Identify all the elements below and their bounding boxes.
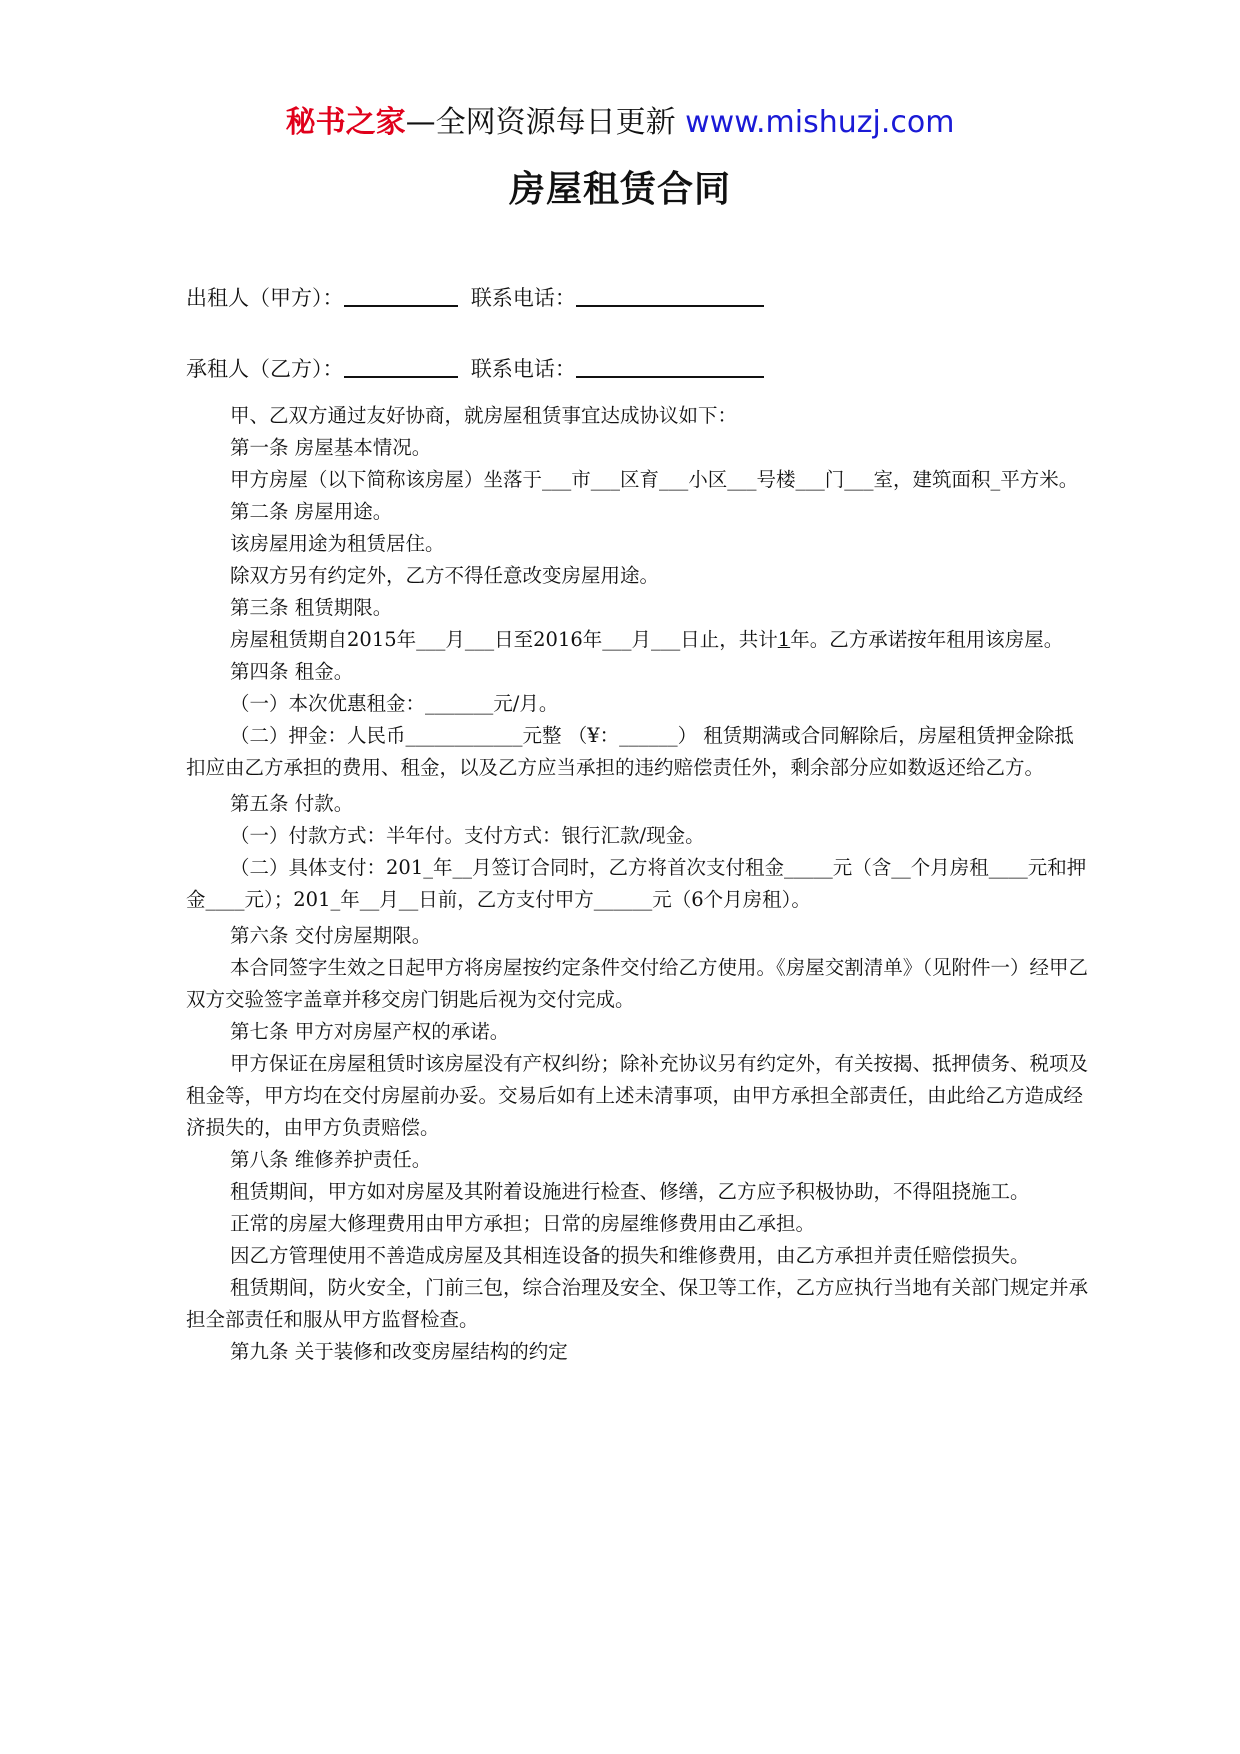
lessor-phone-field[interactable]: [576, 285, 764, 307]
article-3-heading: 第三条 租赁期限。: [230, 596, 393, 619]
article-8-text: 正常的房屋大修理费用由甲方承担；日常的房屋维修费用由乙承担。: [230, 1212, 816, 1235]
header-slogan: —全网资源每日更新: [405, 105, 686, 140]
article-5-heading: 第五条 付款。: [230, 792, 354, 815]
article-8-text: 租赁期间，甲方如对房屋及其附着设施进行检查、修缮，乙方应予积极协助，不得阻挠施工。: [230, 1180, 1030, 1203]
brand-name: 秘书之家: [285, 105, 406, 140]
lessor-label: 出租人（甲方）：: [186, 286, 344, 310]
article-8-text: 租赁期间，防火安全，门前三包，综合治理及安全、保卫等工作，乙方应执行当地有关部门规定并承担全部责任和服从甲方监督检查。: [186, 1276, 1089, 1331]
article-1-heading: 第一条 房屋基本情况。: [230, 436, 432, 459]
article-2-heading: 第二条 房屋用途。: [230, 500, 393, 523]
article-4-heading: 第四条 租金。: [230, 660, 354, 683]
article-2-text: 除双方另有约定外，乙方不得任意改变房屋用途。: [230, 564, 660, 587]
lessee-phone-label: 联系电话：: [470, 357, 576, 381]
lease-years-value: 1: [777, 628, 791, 651]
article-5-item-1: （一）付款方式：半年付。支付方式：银行汇款/现金。: [230, 824, 705, 847]
article-3-text: [186, 624, 1090, 656]
article-6-text: 本合同签字生效之日起甲方将房屋按约定条件交付给乙方使用。《房屋交割清单》（见附件一）经甲乙双方交验签字盖章并移交房门钥匙后视为交付完成。: [186, 956, 1089, 1011]
article-8-heading: 第八条 维修养护责任。: [230, 1148, 432, 1171]
website-link[interactable]: www.mishuzj.com: [685, 105, 955, 140]
site-header: [0, 104, 1240, 142]
lessee-name-field[interactable]: [344, 356, 458, 378]
lessor-name-field[interactable]: [344, 285, 458, 307]
contract-body: [186, 400, 1090, 1368]
lessee-label: 承租人（乙方）：: [186, 357, 344, 381]
article-8-text: 因乙方管理使用不善造成房屋及其相连设备的损失和维修费用，由乙方承担并责任赔偿损失。: [230, 1244, 1030, 1267]
document-title: 房屋租赁合同: [508, 169, 731, 210]
article-4-item-2: （二）押金：人民币____________元整 （¥：______） 租赁期满或合同解除后，房屋租赁押金除抵扣应由乙方承担的费用、租金，以及乙方应当承担的违约赔偿责任外，剩余部分应如数返还给乙方。: [186, 724, 1074, 779]
article-5-item-2: （二）具体支付：201_年__月签订合同时，乙方将首次支付租金_____元（含__个月房租____元和押金____元）；201_年__月__日前，乙方支付甲方______元（6个月房租）。: [186, 856, 1087, 911]
lease-term-text-end: 年。乙方承诺按年租用该房屋。: [790, 628, 1064, 651]
lessor-line: [186, 283, 764, 313]
article-9-heading: 第九条 关于装修和改变房屋结构的约定: [230, 1340, 568, 1363]
article-7-text: 甲方保证在房屋租赁时该房屋没有产权纠纷；除补充协议另有约定外，有关按揭、抵押债务、税项及租金等，甲方均在交付房屋前办妥。交易后如有上述未清事项，由甲方承担全部责任，由此给乙方造成经济损失的，由甲方负责赔偿。: [186, 1052, 1089, 1139]
article-7-heading: 第七条 甲方对房屋产权的承诺。: [230, 1020, 510, 1043]
article-2-text: 该房屋用途为租赁居住。: [230, 532, 445, 555]
lease-term-text: 房屋租赁期自2015年___月___日至2016年___月___日止，共计: [230, 628, 778, 651]
lessee-phone-field[interactable]: [576, 356, 764, 378]
intro-paragraph: 甲、乙双方通过友好协商，就房屋租赁事宜达成协议如下：: [230, 404, 738, 427]
lessee-line: [186, 354, 764, 384]
article-1-text: 甲方房屋（以下简称该房屋）坐落于___市___区育___小区___号楼___门___室，建筑面积_平方米。: [230, 468, 1079, 491]
lessor-phone-label: 联系电话：: [470, 286, 576, 310]
article-4-item-1: （一）本次优惠租金：_______元/月。: [230, 692, 559, 715]
article-6-heading: 第六条 交付房屋期限。: [230, 924, 432, 947]
